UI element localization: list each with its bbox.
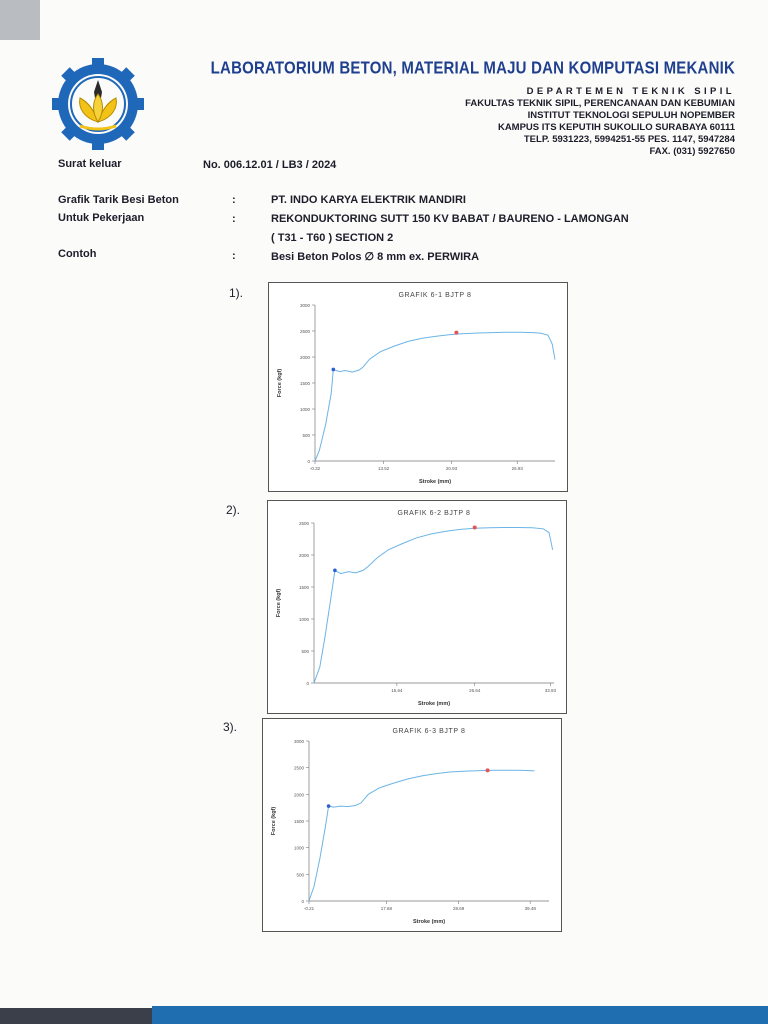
x-tick-label: 17.68 bbox=[380, 906, 393, 911]
contoh-value: Besi Beton Polos ∅ 8 mm ex. PERWIRA bbox=[271, 251, 480, 263]
y-tick-label: 2500 bbox=[298, 521, 309, 526]
telp-line: TELP. 5931223, 5994251-55 PES. 1147, 5947284 bbox=[523, 134, 735, 145]
address-line: KAMPUS ITS KEPUTIH SUKOLILO SURABAYA 60111 bbox=[497, 122, 735, 133]
chart-svg bbox=[268, 501, 566, 713]
x-tick-label: 33.93 bbox=[544, 688, 557, 693]
scan-shadow bbox=[0, 1008, 152, 1024]
y-tick-label: 0 bbox=[306, 681, 309, 686]
chart-1 bbox=[268, 282, 568, 492]
chart-title: GRAFIK 6-2 BJTP 8 bbox=[397, 510, 471, 517]
y-tick-label: 1500 bbox=[298, 585, 309, 590]
y-tick-label: 3000 bbox=[293, 739, 304, 744]
x-tick-label: -0.32 bbox=[309, 466, 321, 471]
yield-point-marker bbox=[333, 569, 337, 573]
y-axis-label: Force (kgf) bbox=[276, 588, 282, 618]
its-logo-icon bbox=[50, 56, 146, 152]
chart-title: GRAFIK 6-1 BJTP 8 bbox=[398, 292, 472, 299]
pekerjaan-value-line2: ( T31 - T60 ) SECTION 2 bbox=[271, 232, 394, 244]
chart-2 bbox=[267, 500, 567, 714]
x-tick-label: -0.21 bbox=[303, 906, 315, 911]
max-point-marker bbox=[454, 331, 458, 335]
colon: : bbox=[232, 250, 236, 262]
pekerjaan-value-line1: REKONDUKTORING SUTT 150 KV BABAT / BAURENO - LAMONGAN bbox=[271, 213, 629, 225]
contoh-label: Contoh bbox=[58, 248, 97, 260]
y-axis-label: Force (kgf) bbox=[271, 806, 277, 836]
yield-point-marker bbox=[332, 368, 336, 372]
chart-index-3: 3). bbox=[223, 720, 238, 734]
x-axis-label: Stroke (mm) bbox=[417, 701, 451, 707]
grafik-label: Grafik Tarik Besi Beton bbox=[58, 194, 179, 206]
lab-title: LABORATORIUM BETON, MATERIAL MAJU DAN KOMPUTASI MEKANIK bbox=[210, 58, 735, 79]
scan-edge bbox=[0, 0, 40, 40]
y-tick-label: 2000 bbox=[293, 792, 304, 798]
y-tick-label: 3000 bbox=[299, 303, 310, 308]
chart-svg bbox=[269, 283, 567, 491]
y-tick-label: 0 bbox=[307, 459, 310, 464]
footer-bar bbox=[152, 1006, 768, 1024]
y-tick-label: 1500 bbox=[293, 819, 304, 824]
pekerjaan-label: Untuk Pekerjaan bbox=[58, 212, 145, 224]
y-tick-label: 1000 bbox=[299, 407, 310, 412]
y-tick-label: 2000 bbox=[298, 553, 309, 558]
y-tick-label: 2500 bbox=[299, 329, 310, 334]
letter-out-label: Surat keluar bbox=[58, 158, 122, 170]
max-point-marker bbox=[473, 525, 477, 529]
colon: : bbox=[232, 194, 236, 206]
institute-line: INSTITUT TEKNOLOGI SEPULUH NOPEMBER bbox=[527, 110, 735, 121]
chart-title: GRAFIK 6-3 BJTP 8 bbox=[392, 728, 466, 735]
y-tick-label: 1000 bbox=[293, 845, 304, 851]
chart-svg bbox=[263, 719, 561, 931]
chart-index-2: 2). bbox=[226, 503, 241, 517]
force-stroke-curve bbox=[315, 332, 555, 461]
grafik-value: PT. INDO KARYA ELEKTRIK MANDIRI bbox=[271, 194, 466, 206]
x-tick-label: 20.93 bbox=[445, 466, 458, 471]
y-tick-label: 0 bbox=[301, 899, 304, 904]
y-tick-label: 500 bbox=[296, 872, 304, 878]
letter-number: No. 006.12.01 / LB3 / 2024 bbox=[203, 159, 337, 171]
x-axis-label: Stroke (mm) bbox=[412, 919, 446, 925]
yield-point-marker bbox=[327, 804, 331, 808]
force-stroke-curve bbox=[314, 528, 553, 684]
y-tick-label: 500 bbox=[301, 649, 309, 654]
colon: : bbox=[232, 213, 236, 225]
chart-index-1: 1). bbox=[229, 286, 244, 300]
y-tick-label: 2500 bbox=[293, 765, 304, 771]
department-line: DEPARTEMEN TEKNIK SIPIL bbox=[526, 86, 735, 97]
x-tick-label: 26.93 bbox=[511, 466, 523, 471]
x-tick-label: 26.64 bbox=[469, 688, 481, 693]
x-tick-label: 39.48 bbox=[524, 906, 536, 911]
y-tick-label: 2000 bbox=[299, 355, 310, 360]
max-point-marker bbox=[486, 768, 490, 772]
force-stroke-curve bbox=[309, 770, 535, 901]
y-axis-label: Force (kgf) bbox=[277, 368, 283, 398]
x-tick-label: 13.52 bbox=[378, 466, 390, 471]
fax-line: FAX. (031) 5927650 bbox=[649, 146, 735, 157]
x-tick-label: 15.64 bbox=[391, 688, 403, 693]
y-tick-label: 500 bbox=[302, 433, 310, 438]
x-axis-label: Stroke (mm) bbox=[418, 479, 452, 485]
y-tick-label: 1500 bbox=[299, 381, 310, 386]
y-tick-label: 1000 bbox=[298, 617, 309, 622]
faculty-line: FAKULTAS TEKNIK SIPIL, PERENCANAAN DAN KEBUMIAN bbox=[465, 98, 735, 109]
chart-3 bbox=[262, 718, 562, 932]
x-tick-label: 28.69 bbox=[453, 906, 465, 911]
